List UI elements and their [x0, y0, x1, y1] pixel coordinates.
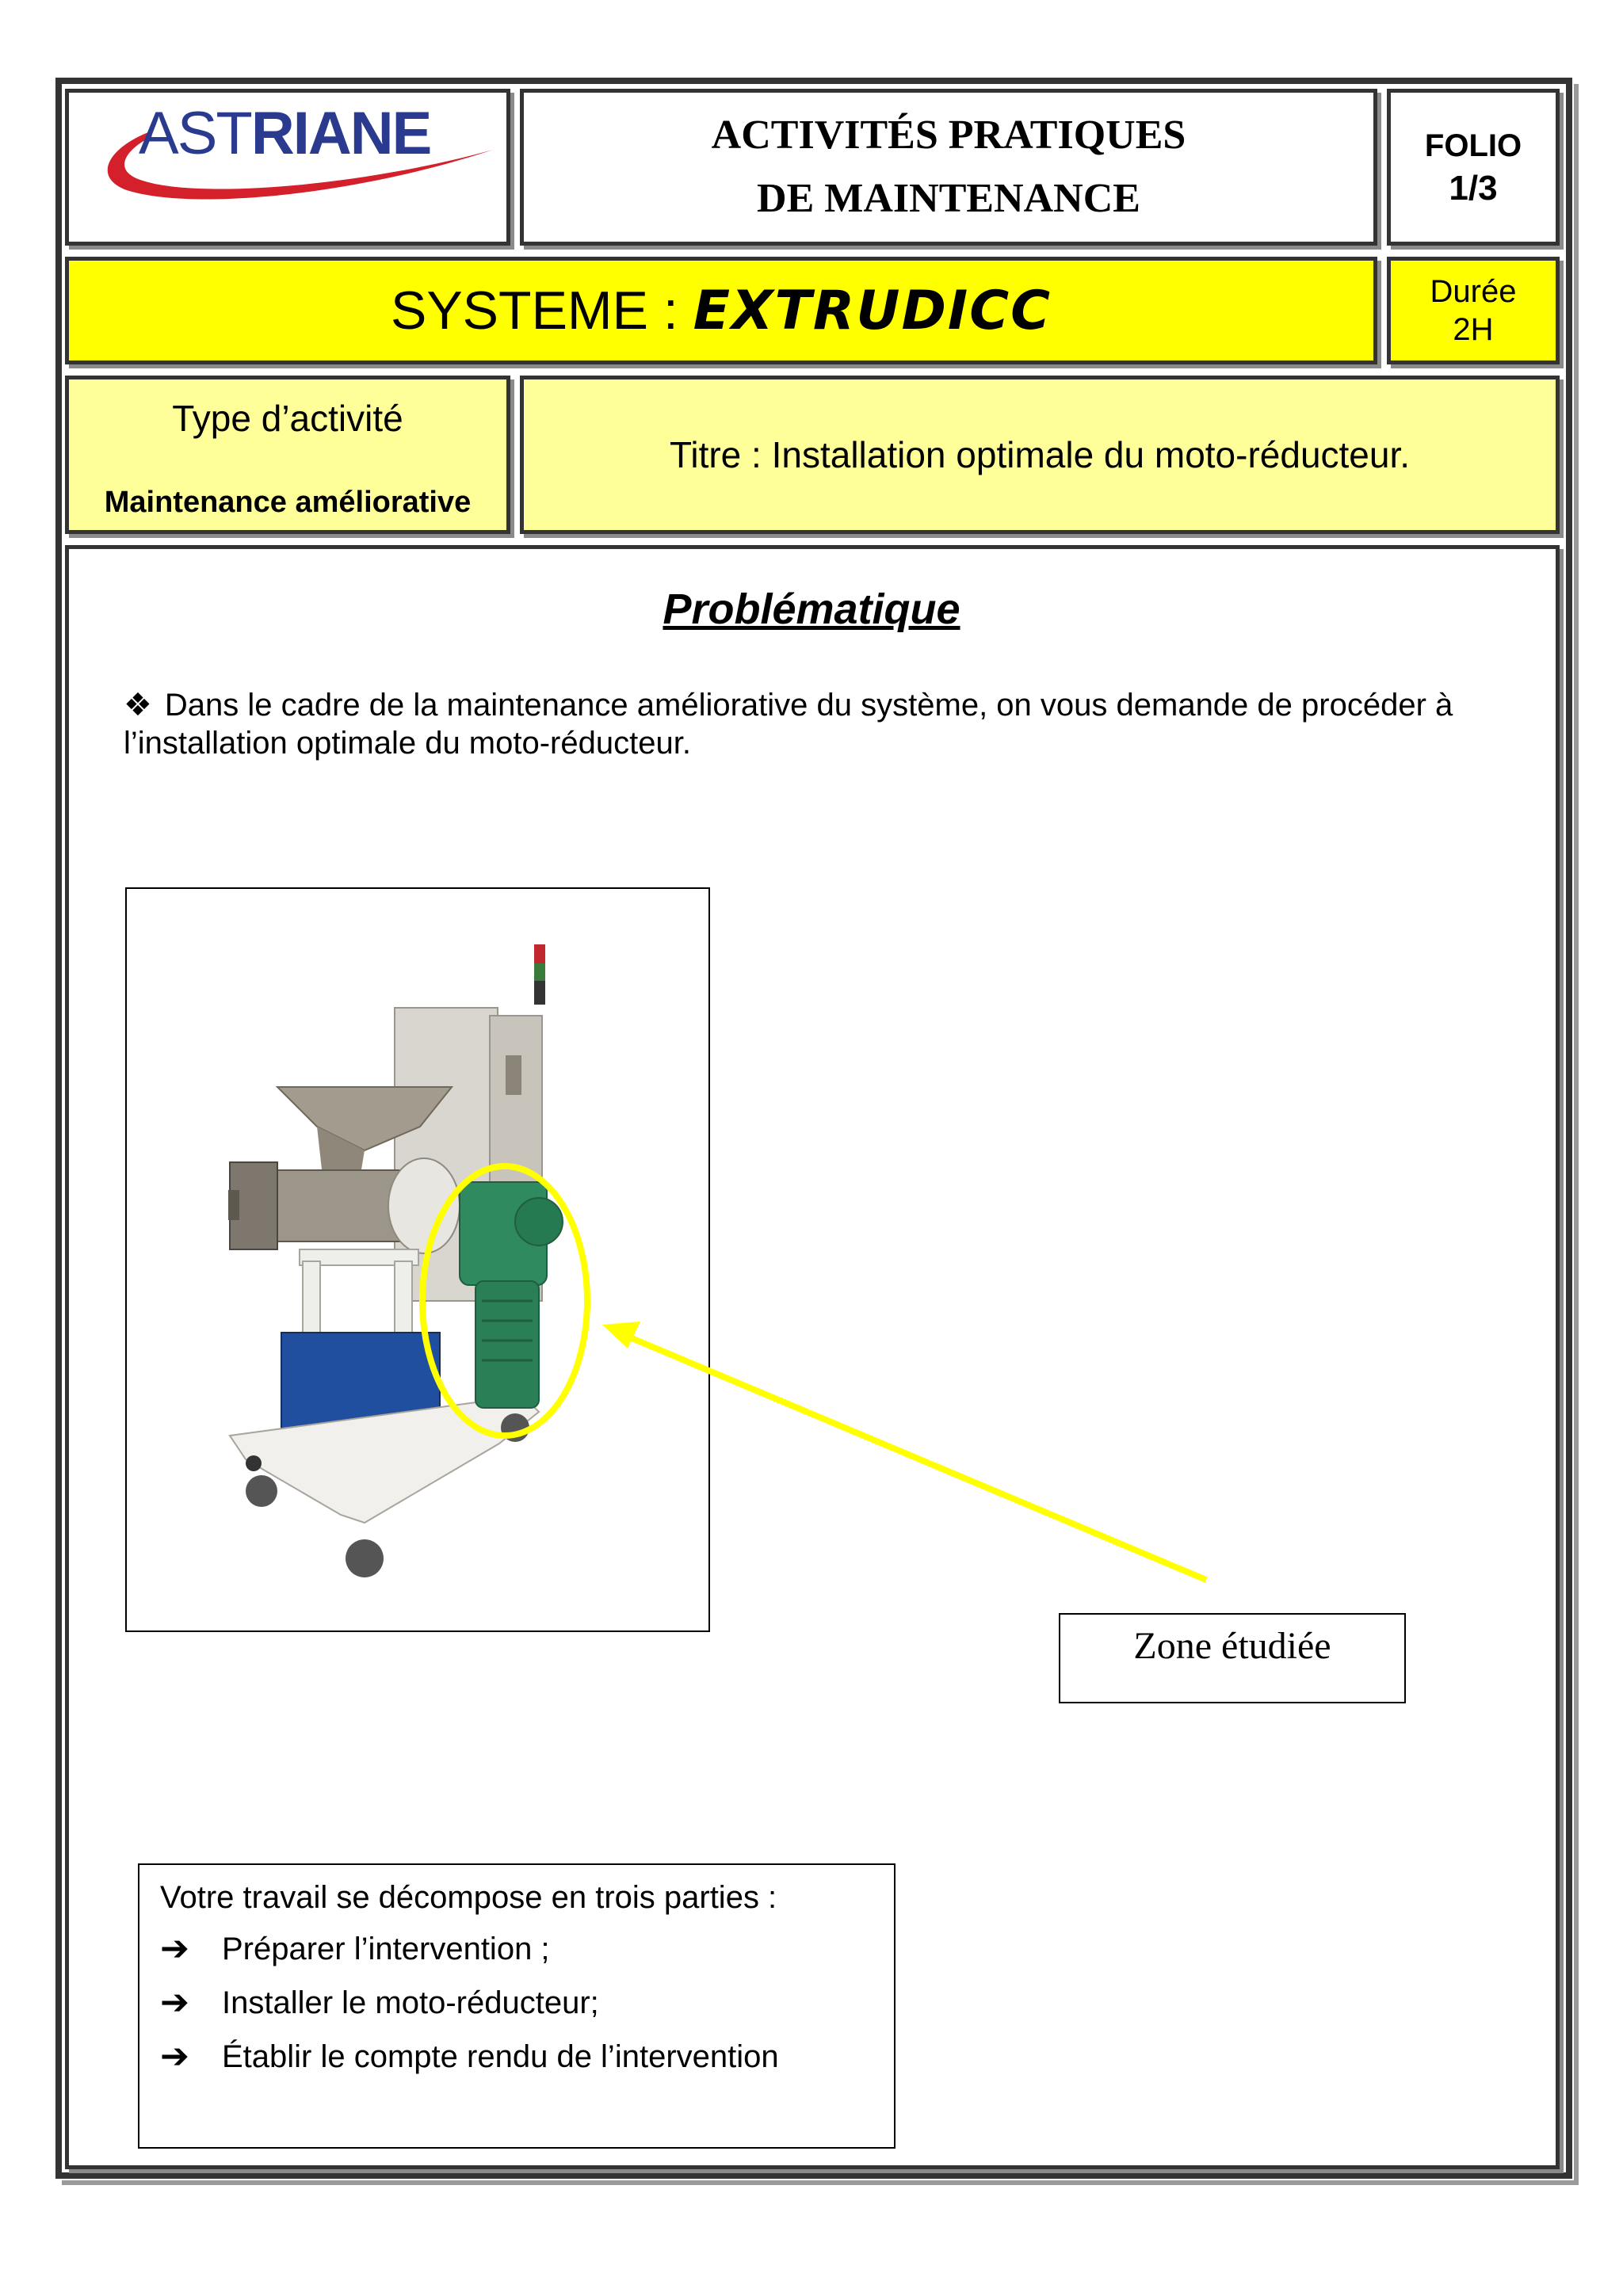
activity-title: Titre : Installation optimale du moto-réducteur.: [669, 434, 1411, 475]
right-arrow-icon: ➔: [160, 1929, 189, 1968]
diamond-bullet-icon: ❖: [124, 688, 152, 723]
work-item-text: Installer le moto-réducteur;: [222, 1985, 599, 2020]
intro-text: Dans le cadre de la maintenance améliorative du système, on vous demande de procéder à l’installation optimale du moto-réducteur.: [124, 688, 1453, 761]
folio-label: FOLIO: [1424, 128, 1522, 163]
activity-type-value: Maintenance améliorative: [104, 486, 472, 519]
header-title-line2: DE MAINTENANCE: [757, 176, 1140, 221]
astriane-logo-text: ASTRIANE: [139, 100, 431, 167]
zone-label-box: Zone étudiée: [1059, 1613, 1406, 1703]
problem-title: Problématique: [663, 585, 960, 633]
work-description-box: [138, 1863, 896, 2149]
list-item: [160, 2030, 894, 2084]
duree-value: 2H: [1453, 312, 1494, 347]
list-item: [160, 1922, 894, 1976]
system-prefix: SYSTEME :: [390, 280, 693, 341]
header-title-line1: ACTIVITÉS PRATIQUES: [711, 113, 1186, 158]
work-intro: Votre travail se décompose en trois parties :: [160, 1880, 777, 1915]
right-arrow-icon: ➔: [160, 1983, 189, 2022]
work-item-text: Préparer l’intervention ;: [222, 1932, 550, 1966]
folio-value: 1/3: [1449, 169, 1498, 208]
right-arrow-icon: ➔: [160, 2037, 189, 2076]
list-item: [160, 1976, 894, 2030]
system-name: EXTRUDICC: [693, 279, 1052, 342]
activity-type-label: Type d’activité: [172, 398, 403, 439]
duree-label: Durée: [1430, 274, 1517, 309]
work-item-text: Établir le compte rendu de l’intervention: [222, 2039, 779, 2074]
